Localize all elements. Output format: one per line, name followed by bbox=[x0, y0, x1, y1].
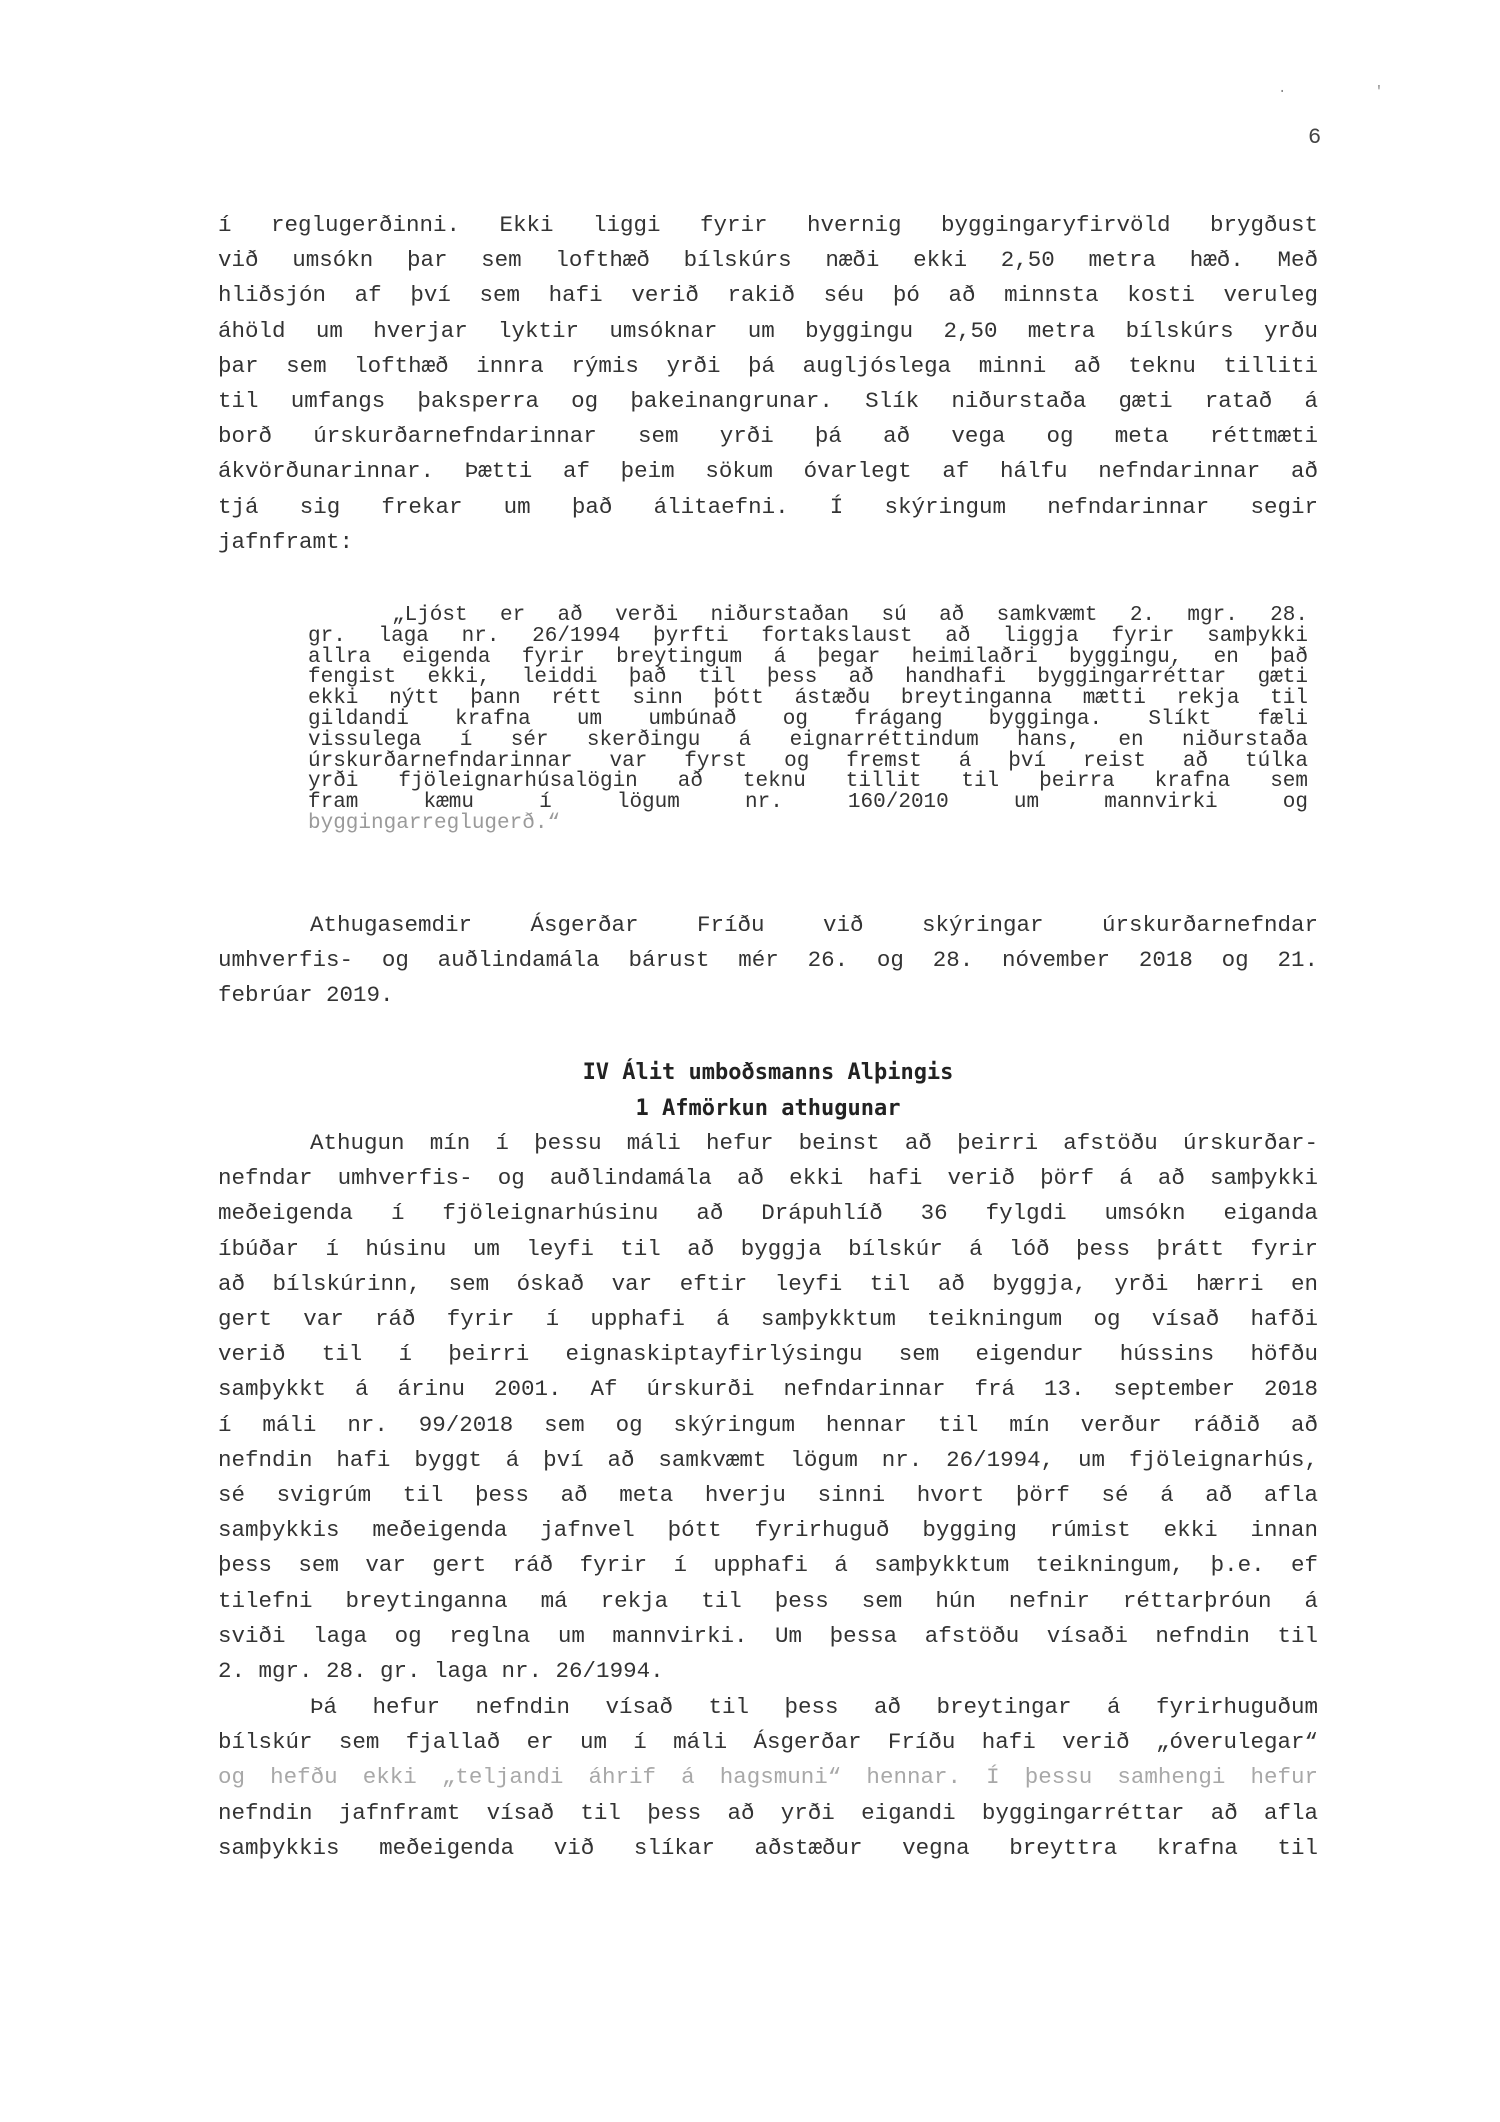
quote-line: „Ljóst er að verði niðurstaðan sú að samkvæmt 2. mgr. 28. bbox=[392, 604, 1308, 627]
text-line: umhverfis- og auðlindamála bárust mér 26. og 28. nóvember 2018 og 21. bbox=[218, 947, 1318, 974]
text-line: samþykkt á árinu 2001. Af úrskurði nefndarinnar frá 13. september 2018 bbox=[218, 1376, 1318, 1403]
text-line: nefndin hafi byggt á því að samkvæmt lögum nr. 26/1994, um fjöleignarhús, bbox=[218, 1446, 1318, 1473]
section-heading: IV Álit umboðsmanns Alþingis bbox=[582, 1060, 954, 1085]
text-line: verið til í þeirri eignaskiptayfirlýsingu sem eigendur hússins höfðu bbox=[218, 1341, 1318, 1368]
text-line: við umsókn þar sem lofthæð bílskúrs næði ekki 2,50 metra hæð. Með bbox=[218, 247, 1318, 274]
quote-line: allra eigenda fyrir breytingum á þegar heimilaðri byggingu, en það bbox=[308, 645, 1308, 669]
text-line: bílskúr sem fjallað er um í máli Ásgerðar Fríðu hafi verið „óverulegar“ bbox=[218, 1729, 1318, 1756]
body-paragraph-2 bbox=[218, 1690, 1318, 1866]
quote-line: gr. laga nr. 26/1994 þyrfti fortakslaust að liggja fyrir samþykki bbox=[308, 624, 1308, 648]
text-line: íbúðar í húsinu um leyfi til að byggja bílskúr á lóð þess þrátt fyrir bbox=[218, 1235, 1318, 1262]
subsection-heading: 1 Afmörkun athugunar bbox=[635, 1096, 901, 1121]
quote-line: vissulega í sér skerðingu á eignarréttindum hans, en niðurstaða bbox=[308, 728, 1308, 752]
quote-line: ekki nýtt þann rétt sinn þótt ástæðu breytinganna mætti rekja til bbox=[308, 687, 1308, 711]
text-line: febrúar 2019. bbox=[218, 982, 394, 1009]
text-line: sviði laga og reglna um mannvirki. Um þessa afstöðu vísaði nefndin til bbox=[218, 1622, 1318, 1649]
corner-marks: · ' bbox=[1278, 84, 1424, 100]
quote-line: byggingarreglugerð.“ bbox=[308, 811, 561, 835]
text-line: tilefni breytinganna má rekja til þess sem hún nefnir réttarþróun á bbox=[218, 1587, 1318, 1614]
page-number: 6 bbox=[1308, 125, 1322, 150]
remarks-paragraph bbox=[218, 908, 1318, 1014]
body-paragraph-1 bbox=[218, 1126, 1318, 1689]
text-line: í reglugerðinni. Ekki liggi fyrir hvernig byggingaryfirvöld brygðust bbox=[218, 212, 1318, 238]
text-line: nefndar umhverfis- og auðlindamála að ekki hafi verið þörf á að samþykki bbox=[218, 1165, 1318, 1192]
text-line: þess sem var gert ráð fyrir í upphafi á samþykktum teikningum, þ.e. ef bbox=[218, 1552, 1318, 1579]
text-line: 2. mgr. 28. gr. laga nr. 26/1994. bbox=[218, 1658, 664, 1685]
text-line: jafnframt: bbox=[218, 528, 354, 555]
block-quote bbox=[308, 606, 1308, 835]
text-line: Þá hefur nefndin vísað til þess að breytingar á fyrirhuguðum bbox=[310, 1694, 1318, 1720]
text-line: borð úrskurðarnefndarinnar sem yrði þá að vega og meta réttmæti bbox=[218, 423, 1318, 450]
text-line: hliðsjón af því sem hafi verið rakið séu þó að minnsta kosti veruleg bbox=[218, 282, 1318, 309]
text-line: samþykkis meðeigenda jafnvel þótt fyrirhuguð bygging rúmist ekki innan bbox=[218, 1517, 1318, 1544]
text-line: í máli nr. 99/2018 sem og skýringum hennar til mín verður ráðið að bbox=[218, 1411, 1318, 1438]
quote-line: gildandi krafna um umbúnað og frágang bygginga. Slíkt fæli bbox=[308, 707, 1308, 731]
quote-line: úrskurðarnefndarinnar var fyrst og fremst á því reist að túlka bbox=[308, 749, 1308, 773]
text-line: til umfangs þaksperra og þakeinangrunar. Slík niðurstaða gæti ratað á bbox=[218, 388, 1318, 415]
quote-line: fengist ekki, leiddi það til þess að handhafi byggingarréttar gæti bbox=[308, 666, 1308, 690]
text-line: nefndin jafnframt vísað til þess að yrði eigandi byggingarréttar að afla bbox=[218, 1799, 1318, 1826]
text-line: að bílskúrinn, sem óskað var eftir leyfi til að byggja, yrði hærri en bbox=[218, 1270, 1318, 1297]
text-line: þar sem lofthæð innra rýmis yrði þá augljóslega minni að teknu tilliti bbox=[218, 352, 1318, 379]
text-line: Athugasemdir Ásgerðar Fríðu við skýringar úrskurðarnefndar bbox=[310, 912, 1318, 938]
text-line: samþykkis meðeigenda við slíkar aðstæður vegna breyttra krafna til bbox=[218, 1834, 1318, 1861]
text-line: tjá sig frekar um það álitaefni. Í skýringum nefndarinnar segir bbox=[218, 493, 1318, 520]
text-line: gert var ráð fyrir í upphafi á samþykktum teikningum og vísað hafði bbox=[218, 1306, 1318, 1333]
quote-line: fram kæmu í lögum nr. 160/2010 um mannvirki og bbox=[308, 791, 1308, 815]
text-line: meðeigenda í fjöleignarhúsinu að Drápuhlíð 36 fylgdi umsókn eiganda bbox=[218, 1200, 1318, 1227]
text-line: ákvörðunarinnar. Þætti af þeim sökum óvarlegt af hálfu nefndarinnar að bbox=[218, 458, 1318, 485]
text-line: Athugun mín í þessu máli hefur beinst að þeirri afstöðu úrskurðar- bbox=[310, 1130, 1318, 1156]
text-line: sé svigrúm til þess að meta hverju sinni hvort þörf sé á að afla bbox=[218, 1482, 1318, 1509]
text-line: áhöld um hverjar lyktir umsóknar um byggingu 2,50 metra bílskúrs yrðu bbox=[218, 317, 1318, 344]
text-line: og hefðu ekki „teljandi áhrif á hagsmuni“ hennar. Í þessu samhengi hefur bbox=[218, 1764, 1318, 1791]
quote-line: yrði fjöleignarhúsalögin að teknu tillit til þeirra krafna sem bbox=[308, 770, 1308, 794]
intro-paragraph bbox=[218, 208, 1318, 560]
